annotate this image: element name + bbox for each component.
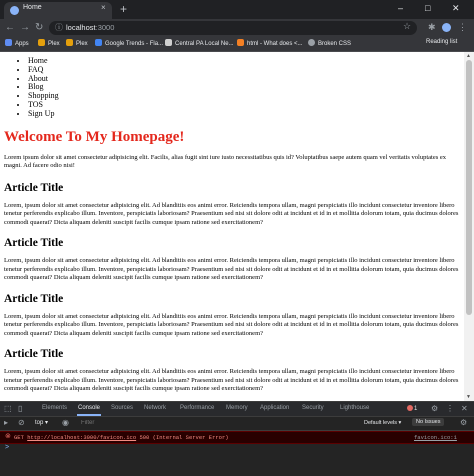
gear-icon[interactable]: ⚙	[431, 404, 439, 413]
close-icon[interactable]: ✕	[461, 404, 468, 413]
bookmark-html[interactable]: html - What does <...	[237, 39, 303, 47]
tab-console[interactable]: Console	[78, 405, 101, 411]
stackoverflow-icon	[237, 39, 244, 46]
article-title: Article Title	[4, 348, 64, 361]
article-body: Lorem, ipsum dolor sit amet consectetur adipisicing elit. Ad blanditiis eos animi error. Reiciendis tempora ullam, magni perspiciatis illo incidunt consectetur inventore libero tenetur perferendis explicabo illum. Inventore, perspiciatis laboriosam? Praesentium sed nisi sit dolore odit at incidunt et id in et mollitia dolorum totam, quia ducimus dolores commodi quaerat? Dicta aliquam deleniti suscipit facilis cumque ipsam ratione sed exercitationem?	[4, 257, 459, 282]
eye-icon[interactable]: ◉	[62, 418, 69, 427]
article-body: Lorem, ipsum dolor sit amet consectetur adipisicing elit. Ad blanditiis eos animi error. Reiciendis tempora ullam, magni perspiciatis illo incidunt consectetur inventore libero tenetur perferendis explicabo illum. Inventore, perspiciatis laboriosam? Praesentium sed nisi sit dolore odit at incidunt et id in et mollitia dolorum totam, quia ducimus dolores commodi quaerat? Dicta aliquam deleniti suscipit facilis cumque ipsam ratione sed exercitationem?	[4, 201, 459, 226]
error-badge[interactable]: 1	[407, 405, 417, 412]
issues-button[interactable]: No Issues	[412, 418, 444, 426]
star-icon[interactable]: ☆	[403, 21, 412, 31]
inspect-icon[interactable]: ⬚	[4, 404, 12, 413]
article-title: Article Title	[4, 292, 64, 305]
apps-icon	[5, 39, 12, 46]
filter-input[interactable]	[78, 418, 344, 427]
news-icon	[165, 39, 172, 46]
article-title: Article Title	[4, 181, 64, 194]
error-message: GET http://localhost:3000/favicon.ico 500 (Internal Server Error)	[14, 434, 229, 441]
error-source-link[interactable]: favicon.ico:1	[414, 434, 457, 441]
tab-performance[interactable]: Performance	[180, 405, 215, 411]
devtools-tabbar	[0, 402, 474, 417]
site-nav	[4, 57, 460, 119]
scroll-down-icon[interactable]: ▼	[466, 394, 471, 400]
context-select[interactable]: top ▾	[35, 420, 49, 426]
minimize-icon[interactable]: –	[398, 3, 404, 13]
log-levels-dropdown[interactable]: Default levels ▾	[364, 420, 402, 426]
reload-icon[interactable]: ↻	[35, 22, 44, 33]
article-body: Lorem, ipsum dolor sit amet consectetur adipisicing elit. Ad blanditiis eos animi error. Reiciendis tempora ullam, magni perspiciatis illo incidunt consectetur inventore libero tenetur perferendis explicabo illum. Inventore, perspiciatis laboriosam? Praesentium sed nisi sit dolore odit at incidunt et id in et mollitia dolorum totam, quia ducimus dolores commodi quaerat? Dicta aliquam deleniti suscipit facilis cumque ipsam ratione sed exercitationem?	[4, 368, 459, 393]
tab-title: Home	[23, 4, 42, 11]
more-icon[interactable]: ⋮	[446, 404, 454, 413]
bookmark-broken-css[interactable]: Broken CSS	[308, 39, 351, 47]
close-window-icon[interactable]: ✕	[452, 3, 460, 13]
tab-network[interactable]: Network	[144, 405, 167, 411]
url-text[interactable]: localhost:3000	[66, 23, 115, 32]
bookmark-google-trends[interactable]: Google Trends - Fla...	[95, 39, 163, 47]
address-bar[interactable]	[49, 21, 417, 35]
bookmarks-bar	[0, 37, 474, 52]
scroll-up-icon[interactable]: ▲	[466, 53, 471, 59]
info-icon[interactable]: ⓘ	[55, 23, 63, 32]
device-toggle-icon[interactable]: ▯	[18, 404, 23, 413]
bookmark-plex[interactable]: Plex	[38, 39, 60, 47]
menu-icon[interactable]: ⋮	[458, 22, 467, 32]
article-body: Lorem, ipsum dolor sit amet consectetur adipisicing elit. Ad blanditiis eos animi error. Reiciendis tempora ullam, magni perspiciatis illo incidunt consectetur inventore libero tenetur perferendis explicabo illum. Inventore, perspiciatis laboriosam? Praesentium sed nisi sit dolore odit at incidunt et id in et mollitia dolorum totam, quia ducimus dolores commodi quaerat? Dicta aliquam deleniti suscipit facilis cumque ipsam ratione sed exercitationem?	[4, 312, 459, 337]
avatar[interactable]	[442, 23, 451, 32]
nav-link-blog[interactable]: • Blog	[28, 83, 460, 92]
clear-console-icon[interactable]: ⊘	[18, 418, 25, 427]
globe-icon	[10, 6, 19, 15]
article-title: Article Title	[4, 237, 64, 250]
browser-toolbar	[0, 19, 474, 37]
devtools-panel	[0, 401, 474, 476]
extensions-icon[interactable]: ✱	[428, 22, 436, 32]
error-url[interactable]: http://localhost:3000/favicon.ico	[27, 434, 137, 441]
nav-link-about[interactable]: • About	[28, 75, 460, 84]
nav-link-home[interactable]: • Home	[28, 57, 460, 66]
maximize-icon[interactable]: □	[425, 3, 431, 13]
tab-elements[interactable]: Elements	[42, 405, 68, 411]
nav-link-tos[interactable]: • TOS	[28, 101, 460, 110]
tab-sources[interactable]: Sources	[111, 405, 134, 411]
error-icon: ⊗	[5, 433, 11, 440]
plex-icon	[38, 39, 45, 46]
globe-icon	[308, 39, 315, 46]
bookmark-apps[interactable]: Apps	[5, 39, 29, 47]
nav-link-signup[interactable]: • Sign Up	[28, 110, 460, 119]
new-tab-button[interactable]: +	[120, 2, 128, 16]
plex-icon	[66, 39, 73, 46]
tab-security[interactable]: Security	[302, 405, 324, 411]
reading-list[interactable]: Reading list	[426, 39, 458, 45]
sidebar-toggle-icon[interactable]: ▸	[4, 418, 9, 427]
nav-link-faq[interactable]: • FAQ	[28, 66, 460, 75]
bookmark-plex-2[interactable]: Plex	[66, 39, 88, 47]
page-viewport	[0, 52, 464, 401]
active-tab-indicator	[77, 414, 101, 416]
forward-icon[interactable]: →	[20, 22, 30, 33]
tab-memory[interactable]: Memory	[226, 405, 248, 411]
browser-tab[interactable]	[4, 2, 112, 19]
close-tab-icon[interactable]: ×	[101, 3, 106, 12]
bookmark-central-pa[interactable]: Central PA Local Ne...	[165, 39, 234, 47]
tab-lighthouse[interactable]: Lighthouse	[340, 405, 370, 411]
error-icon	[407, 405, 413, 411]
scrollbar-thumb[interactable]	[466, 60, 472, 315]
console-error-row	[0, 431, 474, 444]
back-icon[interactable]: ←	[5, 22, 15, 33]
tab-application[interactable]: Application	[260, 405, 290, 411]
gear-icon[interactable]: ⚙	[460, 418, 468, 427]
nav-link-shopping[interactable]: • Shopping	[28, 92, 460, 101]
page-title: Welcome To My Homepage!	[4, 128, 185, 145]
intro-paragraph: Lorem ipsum dolor sit amet consectetur adipisicing elit. Facilis, alias fugit sint iure iusto necessitatibus quis id? Voluptatibus saepe autem quam vel veritatis voluptates ex magni. Ad facere odio nisi!	[4, 153, 447, 170]
google-trends-icon	[95, 39, 102, 46]
console-toolbar	[0, 417, 474, 431]
console-prompt[interactable]: >	[5, 444, 10, 451]
tab-strip	[0, 0, 474, 19]
